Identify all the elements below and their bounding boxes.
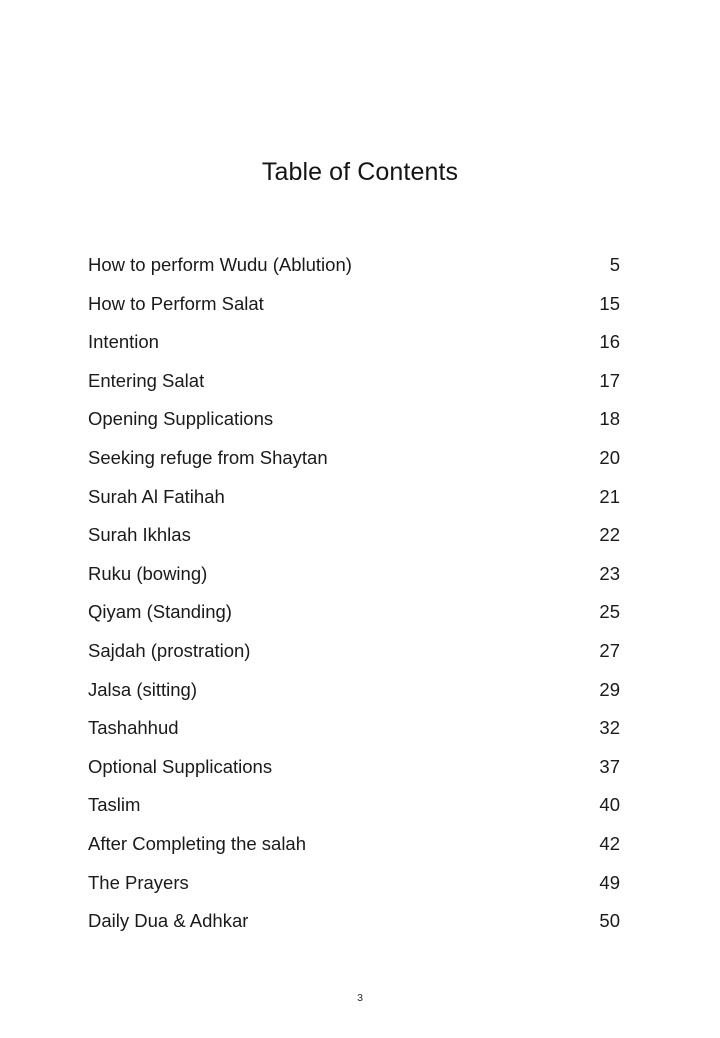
toc-entry-label: Opening Supplications [88,408,274,430]
toc-entry-page-number: 40 [599,794,620,816]
toc-entry[interactable] [88,323,620,362]
toc-entry-label: Intention [88,331,159,353]
toc-entry-label: After Completing the salah [88,832,307,854]
toc-entry[interactable] [88,593,620,632]
toc-entry[interactable] [88,632,620,671]
toc-entry[interactable] [88,902,620,941]
toc-entry[interactable] [88,439,620,478]
toc-entry-page-number: 16 [599,331,620,353]
toc-entry-page-number: 18 [599,408,620,430]
toc-entry-label: How to Perform Salat [88,292,264,314]
toc-entry[interactable] [88,478,620,517]
toc-entry-label: Seeking refuge from Shaytan [88,446,328,468]
toc-entry-page-number: 50 [599,910,620,932]
toc-entry[interactable] [88,285,620,324]
toc-entry-page-number: 49 [599,871,620,893]
toc-entry-page-number: 27 [599,639,620,661]
toc-entry[interactable] [88,825,620,864]
toc-entry-page-number: 42 [599,832,620,854]
toc-entry[interactable] [88,246,620,285]
toc-entry[interactable] [88,516,620,555]
toc-entry-page-number: 23 [599,562,620,584]
toc-entry-page-number: 37 [599,755,620,777]
toc-entry-label: Surah Al Fatihah [88,485,225,507]
toc-entry-label: Daily Dua & Adhkar [88,910,249,932]
page-folio-number: 3 [357,992,363,1004]
toc-entry-page-number: 17 [599,369,620,391]
toc-entry-label: Optional Supplications [88,755,273,777]
toc-entry-label: Taslim [88,794,141,816]
toc-entry-label: Sajdah (prostration) [88,639,251,661]
toc-entry[interactable] [88,555,620,594]
toc-entry-page-number: 15 [599,292,620,314]
toc-entry-page-number: 32 [599,717,620,739]
toc-entry[interactable] [88,400,620,439]
toc-entry[interactable] [88,362,620,401]
toc-entry-page-number: 5 [609,254,620,275]
toc-entry[interactable] [88,671,620,710]
toc-entry-label: The Prayers [88,871,189,893]
toc-entry-label: How to perform Wudu (Ablution) [88,254,352,275]
toc-entry-label: Surah Ikhlas [88,524,191,546]
table-of-contents-list [88,246,620,941]
toc-entry-page-number: 29 [599,678,620,700]
toc-entry-label: Jalsa (sitting) [88,678,197,700]
toc-entry-label: Entering Salat [88,369,205,391]
toc-entry-page-number: 22 [599,524,620,546]
toc-entry-page-number: 25 [599,601,620,623]
toc-entry-page-number: 20 [599,446,620,468]
toc-entry-label: Tashahhud [88,717,179,739]
toc-entry-label: Ruku (bowing) [88,562,208,584]
toc-entry[interactable] [88,786,620,825]
toc-entry[interactable] [88,864,620,903]
toc-entry-label: Qiyam (Standing) [88,601,232,623]
toc-entry[interactable] [88,748,620,787]
toc-entry-page-number: 21 [599,485,620,507]
page-title: Table of Contents [261,157,459,186]
toc-entry[interactable] [88,709,620,748]
